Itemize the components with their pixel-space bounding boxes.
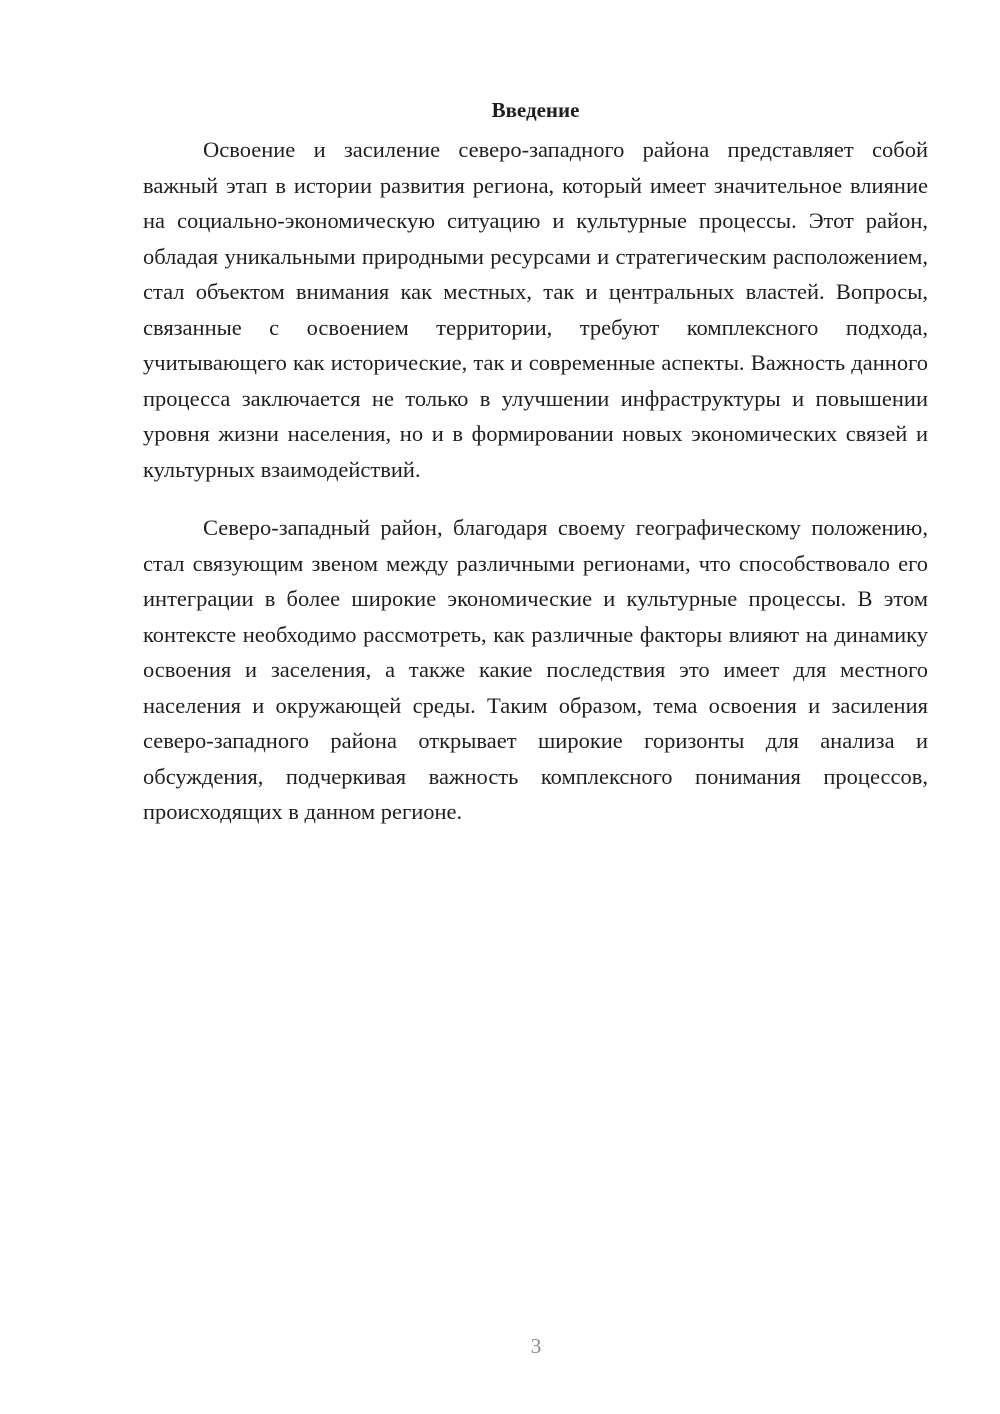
- page-number: 3: [530, 1334, 542, 1358]
- paragraph-1: Освоение и засиление северо-западного района представляет собой важный этап в истории развития региона, который имеет значительное влияние на социально-экономическую ситуацию и культурные процессы. Этот район, обладая уникальными природными ресурсами и стратегическим расположением, стал объектом внимания как местных, так и центральных властей. Вопросы, связанные с освоением территории, требуют комплексного подхода, учитывающего как исторические, так и современные аспекты. Важность данного процесса заключается не только в улучшении инфраструктуры и повышении уровня жизни населения, но и в формировании новых экономических связей и культурных взаимодействий.: [143, 137, 928, 482]
- paragraph-2: Северо-западный район, благодаря своему географическому положению, стал связующим звеном между различными регионами, что способствовало его интеграции в более широкие экономические и культурные процессы. В этом контексте необходимо рассмотреть, как различные факторы влияют на динамику освоения и заселения, а также какие последствия это имеет для местного населения и окружающей среды. Таким образом, тема освоения и засиления северо-западного района открывает широкие горизонты для анализа и обсуждения, подчеркивая важность комплексного понимания процессов, происходящих в данном регионе.: [143, 515, 928, 824]
- section-title: Введение: [491, 98, 580, 122]
- page-body: [143, 92, 928, 830]
